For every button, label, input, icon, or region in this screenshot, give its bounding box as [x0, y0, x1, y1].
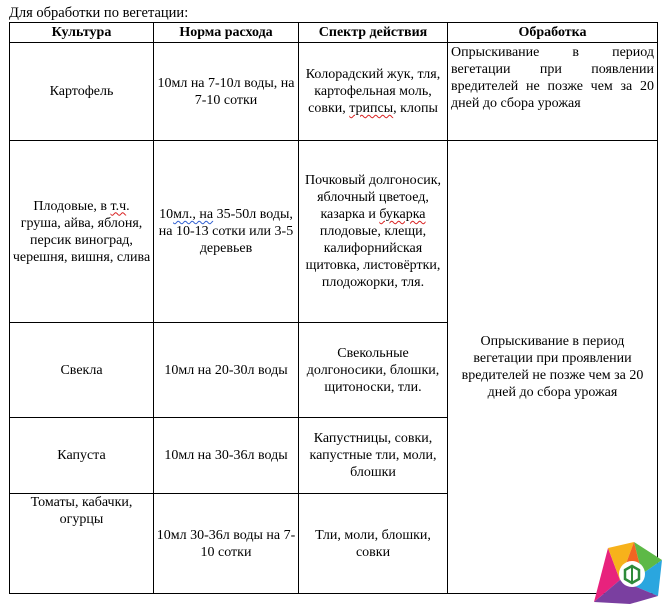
cell-crop: [10, 141, 154, 323]
crop-text: . груша, айва, яблоня, персик виноград, черешня, вишня, слива: [12, 198, 151, 265]
spectrum-text: Колорадский жук, тля, картофельная моль, совки,: [305, 67, 441, 116]
cell-spectrum: Тли, моли, блошки, совки: [299, 494, 448, 594]
cell-norm: 10мл на 30-36л воды: [154, 418, 299, 494]
page-caption: Для обработки по вегетации:: [9, 5, 189, 21]
cell-spectrum: Капустницы, совки, капустные тли, моли, блошки: [299, 418, 448, 494]
spectrum-text: , клопы: [393, 101, 438, 116]
norm-text: 35-50л воды, на 10-13 сотки или 3-5 деревьев: [158, 207, 294, 256]
norm-text: 10: [159, 207, 174, 222]
cell-crop: Картофель: [10, 43, 154, 141]
cell-crop: Капуста: [10, 418, 154, 494]
cell-treatment-merged: Опрыскивание в период вегетации при проявлении вредителей не позже чем за 20 дней до сбора урожая: [448, 141, 658, 594]
cell-norm: 10мл на 20-30л воды: [154, 323, 299, 418]
crop-text: Плодовые, в: [33, 198, 111, 214]
cell-norm: [154, 141, 299, 323]
table-header-row: [10, 23, 658, 43]
table-row: [10, 43, 658, 141]
table-row: [10, 141, 658, 323]
header-norm: Норма расхода: [154, 23, 299, 43]
cell-spectrum: [299, 43, 448, 141]
grammar-mark: мл., на: [173, 207, 214, 222]
spectrum-text: Почковый долгоносик, яблочный цветоед, казарка и: [304, 173, 442, 222]
header-treatment: Обработка: [448, 23, 658, 43]
cell-norm: 10мл 30-36л воды на 7-10 сотки: [154, 494, 299, 594]
cell-spectrum: [299, 141, 448, 323]
cell-norm: 10мл на 7-10л воды, на 7-10 сотки: [154, 43, 299, 141]
cell-spectrum: Свекольные долгоносики, блошки, щитоноски, тли.: [299, 323, 448, 418]
header-crop: Культура: [10, 23, 154, 43]
treatment-table: [9, 22, 658, 594]
header-spectrum: Спектр действия: [299, 23, 448, 43]
spellcheck-word: букарка: [379, 207, 426, 222]
spellcheck-word: т.ч: [110, 198, 127, 214]
cell-crop: Свекла: [10, 323, 154, 418]
cell-crop: Томаты, кабачки, огурцы: [10, 494, 154, 594]
spellcheck-word: трипсы: [349, 101, 394, 116]
colorful-geometric-logo-icon: [590, 540, 666, 606]
spectrum-text: плодовые, клещи, калифорнийская щитовка, листовёртки, плодожорки, тля.: [305, 224, 441, 290]
cell-treatment: Опрыскивание в период вегетации при появлении вредителей не позже чем за 20 дней до сбора урожая: [448, 43, 658, 141]
